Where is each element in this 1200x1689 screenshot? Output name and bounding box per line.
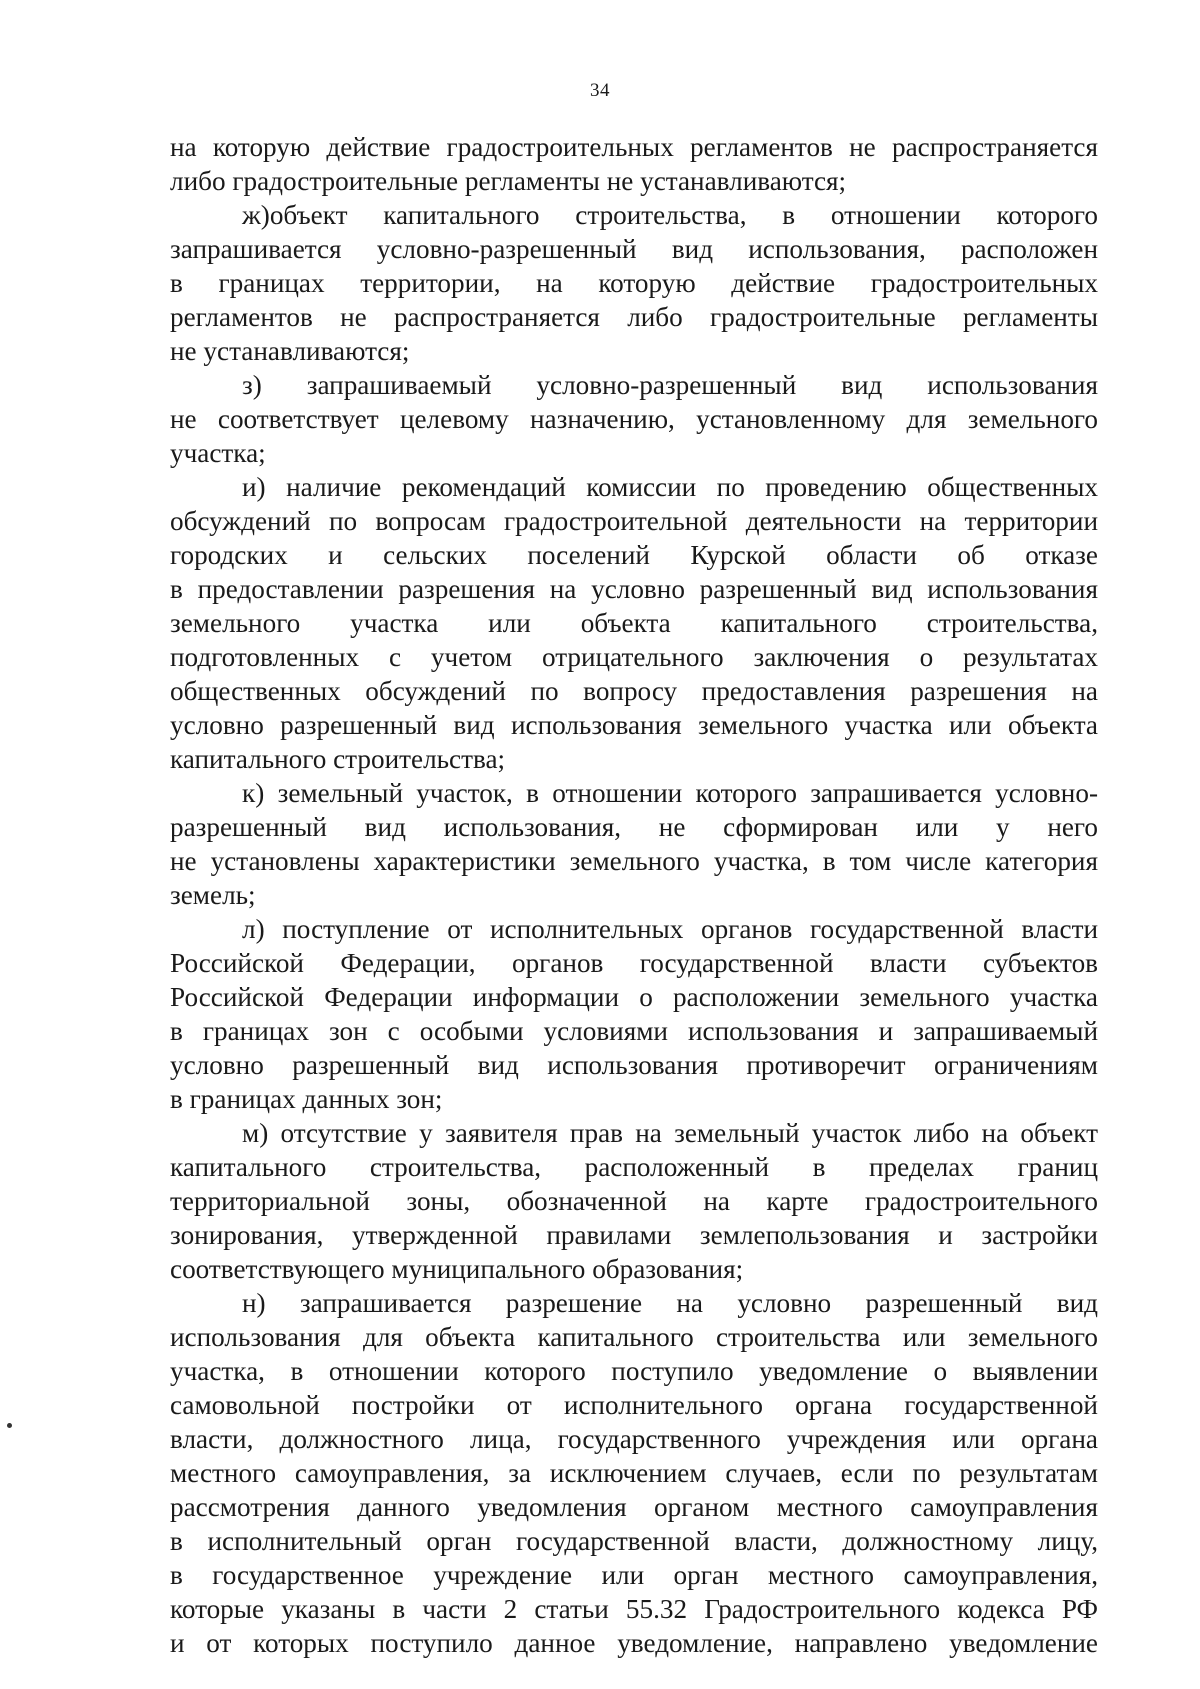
text-line: участка, в отношении которого поступило уведомление о выявлении: [170, 1356, 1098, 1386]
text-line: и) наличие рекомендаций комиссии по проведению общественных: [242, 472, 1098, 502]
text-line: в исполнительный орган государственной власти, должностному лицу,: [170, 1526, 1098, 1556]
text-line: разрешенный вид использования, не сформирован или у него: [170, 812, 1098, 842]
text-line: не соответствует целевому назначению, установленному для земельного: [170, 404, 1098, 434]
text-line: м) отсутствие у заявителя прав на земельный участок либо на объект: [242, 1118, 1098, 1148]
text-line: л) поступление от исполнительных органов государственной власти: [242, 914, 1098, 944]
text-line: власти, должностного лица, государственного учреждения или органа: [170, 1424, 1098, 1454]
page-number: 34: [590, 80, 610, 101]
text-line: капитального строительства;: [170, 744, 506, 774]
paragraph: [170, 470, 1098, 776]
text-line: з) запрашиваемый условно-разрешенный вид использования: [242, 370, 1098, 400]
text-line: регламентов не распространяется либо градостроительные регламенты: [170, 302, 1098, 332]
text-line: в границах территории, на которую действие градостроительных: [170, 268, 1098, 298]
text-line: самовольной постройки от исполнительного органа государственной: [170, 1390, 1098, 1420]
text-line: участка;: [170, 438, 266, 468]
paragraph: [170, 776, 1098, 912]
text-line: земельного участка или объекта капитального строительства,: [170, 608, 1098, 638]
text-line: и от которых поступило данное уведомление, направлено уведомление: [170, 1628, 1098, 1658]
paragraph: [170, 1116, 1098, 1286]
text-line: в границах данных зон;: [170, 1084, 443, 1114]
text-line: не установлены характеристики земельного участка, в том числе категория: [170, 846, 1098, 876]
text-line: капитального строительства, расположенный в пределах границ: [170, 1152, 1098, 1182]
text-line: условно разрешенный вид использования земельного участка или объекта: [170, 710, 1098, 740]
margin-mark: [7, 1423, 12, 1428]
text-line: обсуждений по вопросам градостроительной деятельности на территории: [170, 506, 1098, 536]
text-line: рассмотрения данного уведомления органом местного самоуправления: [170, 1492, 1098, 1522]
text-line: использования для объекта капитального строительства или земельного: [170, 1322, 1098, 1352]
text-line: территориальной зоны, обозначенной на карте градостроительного: [170, 1186, 1098, 1216]
paragraph: [170, 130, 1098, 198]
text-line: либо градостроительные регламенты не устанавливаются;: [170, 166, 847, 196]
paragraph: [170, 1286, 1098, 1660]
text-line: в предоставлении разрешения на условно разрешенный вид использования: [170, 574, 1098, 604]
text-line: ж)объект капитального строительства, в отношении которого: [242, 200, 1098, 230]
text-line: запрашивается условно-разрешенный вид использования, расположен: [170, 234, 1098, 264]
text-line: зонирования, утвержденной правилами землепользования и застройки: [170, 1220, 1098, 1250]
text-line: Российской Федерации, органов государственной власти субъектов: [170, 948, 1098, 978]
paragraph: [170, 912, 1098, 1116]
text-line: земель;: [170, 880, 256, 910]
text-line: условно разрешенный вид использования противоречит ограничениям: [170, 1050, 1098, 1080]
paragraph: [170, 198, 1098, 368]
text-line: местного самоуправления, за исключением случаев, если по результатам: [170, 1458, 1098, 1488]
text-line: в государственное учреждение или орган местного самоуправления,: [170, 1560, 1098, 1590]
text-line: городских и сельских поселений Курской области об отказе: [170, 540, 1098, 570]
text-line: к) земельный участок, в отношении которого запрашивается условно-: [242, 778, 1098, 808]
text-line: подготовленных с учетом отрицательного заключения о результатах: [170, 642, 1098, 672]
text-line: в границах зон с особыми условиями использования и запрашиваемый: [170, 1016, 1098, 1046]
text-line: не устанавливаются;: [170, 336, 410, 366]
text-line: общественных обсуждений по вопросу предоставления разрешения на: [170, 676, 1098, 706]
text-line: Российской Федерации информации о расположении земельного участка: [170, 982, 1098, 1012]
text-line: которые указаны в части 2 статьи 55.32 Градостроительного кодекса РФ: [170, 1594, 1098, 1624]
document-body: [170, 130, 1098, 1660]
text-line: н) запрашивается разрешение на условно разрешенный вид: [242, 1288, 1098, 1318]
paragraph: [170, 368, 1098, 470]
text-line: на которую действие градостроительных регламентов не распространяется: [170, 132, 1098, 162]
text-line: соответствующего муниципального образования;: [170, 1254, 744, 1284]
